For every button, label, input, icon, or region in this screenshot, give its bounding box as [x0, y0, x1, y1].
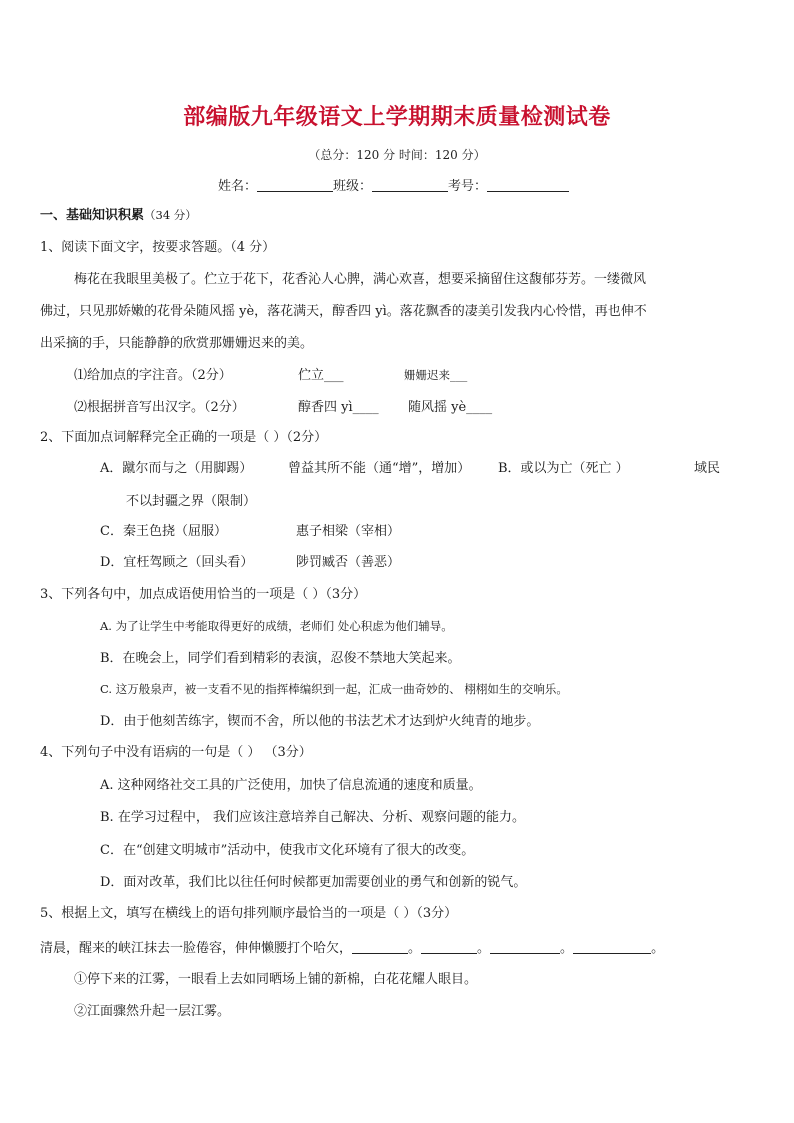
section-heading	[40, 208, 197, 224]
q4-option-a: A. 这种网络社交工具的广泛使用，加快了信息流通的速度和质量。	[100, 778, 482, 793]
q5-sentence-1: ①停下来的江雾，一眼看上去如同晒场上铺的新棉，白花花耀人眼目。	[74, 972, 478, 987]
q1-sub-2-blank-a[interactable]: 醇香四 yì____	[298, 400, 379, 415]
name-label: 姓名：	[218, 179, 258, 194]
question-3-stem: 3、下列各句中，加点成语使用恰当的一项是（ ）（3分）	[40, 587, 367, 602]
q2-option-d1: D．宜枉驾顾之（回头看）	[100, 555, 254, 570]
q4-option-d: D．面对改革，我们比以往任何时候都更加需要创业的勇气和创新的锐气。	[100, 875, 527, 890]
student-info	[218, 175, 569, 194]
q5-lead: 清晨，醒来的峡江抹去一脸倦容，伸伸懒腰打个哈欠， 。 。 。 。	[40, 941, 665, 956]
q5-lead-text: 清晨，醒来的峡江抹去一脸倦容，伸伸懒腰打个哈欠，	[40, 941, 353, 956]
q1-sub-1-blank-a[interactable]: 伫立___	[298, 368, 344, 383]
q3-option-b: B．在晚会上，同学们看到精彩的表演，忍俊不禁地大笑起来。	[100, 651, 461, 666]
q1-sub-2-blank-b[interactable]: 随风摇 yè____	[408, 400, 493, 415]
question-1-stem: 1、阅读下面文字，按要求答题。（4 分）	[40, 240, 276, 255]
q1-passage-line-3: 出采摘的手，只能静静的欣赏那姗姗迟来的美。	[40, 336, 314, 351]
q1-sub-1: ⑴给加点的字注音。（2分）	[74, 368, 232, 383]
id-blank[interactable]	[487, 178, 569, 192]
section-title: 一、基础知识积累	[40, 208, 145, 223]
q1-sub-2: ⑵根据拼音写出汉字。（2分）	[74, 400, 245, 415]
document-title: 部编版九年级语文上学期期末质量检测试卷	[183, 105, 611, 130]
q3-option-c: C. 这万般泉声，被一支看不见的指挥棒编织到一起，汇成一曲奇妙的、 栩栩如生的交响乐。	[100, 682, 568, 696]
question-5-stem: 5、根据上文，填写在横线上的语句排列顺序最恰当的一项是（ ）（3分）	[40, 906, 458, 921]
q3-option-a: A. 为了让学生中考能取得更好的成绩，老师们 处心积虑为他们辅导。	[100, 619, 453, 633]
q2-option-c2: 惠子相梁（宰相）	[296, 524, 401, 539]
q3-option-d: D．由于他刻苦练字，锲而不舍，所以他的书法艺术才达到炉火纯青的地步。	[100, 714, 540, 729]
q5-blank-2[interactable]	[421, 940, 477, 954]
class-blank[interactable]	[372, 178, 448, 192]
q5-blank-1[interactable]	[352, 940, 408, 954]
exam-meta: （总分：120 分 时间：120 分）	[308, 148, 486, 162]
id-label: 考号：	[448, 179, 488, 194]
q1-sub-1-blank-b[interactable]: 姗姗迟来___	[404, 368, 468, 382]
q1-passage-line-1: 梅花在我眼里美极了。伫立于花下，花香沁人心脾，满心欢喜，想要采摘留住这馥郁芬芳。一缕微风	[74, 272, 647, 287]
q2-option-c1: C．秦王色挠（屈服）	[100, 524, 227, 539]
name-blank[interactable]	[257, 178, 333, 192]
q5-blank-4[interactable]	[573, 940, 651, 954]
class-label: 班级：	[333, 179, 373, 194]
section-score: （34 分）	[144, 208, 197, 222]
question-2-stem: 2、下面加点词解释完全正确的一项是（ ）（2分）	[40, 430, 328, 445]
q4-option-c: C．在“创建文明城市”活动中，使我市文化环境有了很大的改变。	[100, 843, 475, 858]
q2-option-d2: 陟罚臧否（善恶）	[296, 555, 401, 570]
q2-option-a1: A．蹴尔而与之（用脚踢）	[100, 461, 253, 476]
q4-option-b: B. 在学习过程中， 我们应该注意培养自己解决、分析、观察问题的能力。	[100, 810, 525, 825]
q2-option-b1: B．或以为亡（死亡 ）	[498, 461, 629, 476]
q1-passage-line-2: 佛过，只见那娇嫩的花骨朵随风摇 yè，落花满天，醇香四 yì。落花飘香的凄美引发我内心怜惜，再也伸不	[40, 304, 647, 319]
question-4-stem: 4、下列句子中没有语病的一句是（ ） （3分）	[40, 745, 312, 760]
q2-option-a2: 曾益其所不能（通“增”，增加）	[288, 461, 471, 476]
q5-blank-3[interactable]	[490, 940, 560, 954]
q5-sentence-2: ②江面骤然升起一层江雾。	[74, 1004, 231, 1019]
q2-option-b3: 不以封疆之界（限制）	[126, 494, 257, 509]
q2-option-b2: 域民	[694, 461, 721, 476]
